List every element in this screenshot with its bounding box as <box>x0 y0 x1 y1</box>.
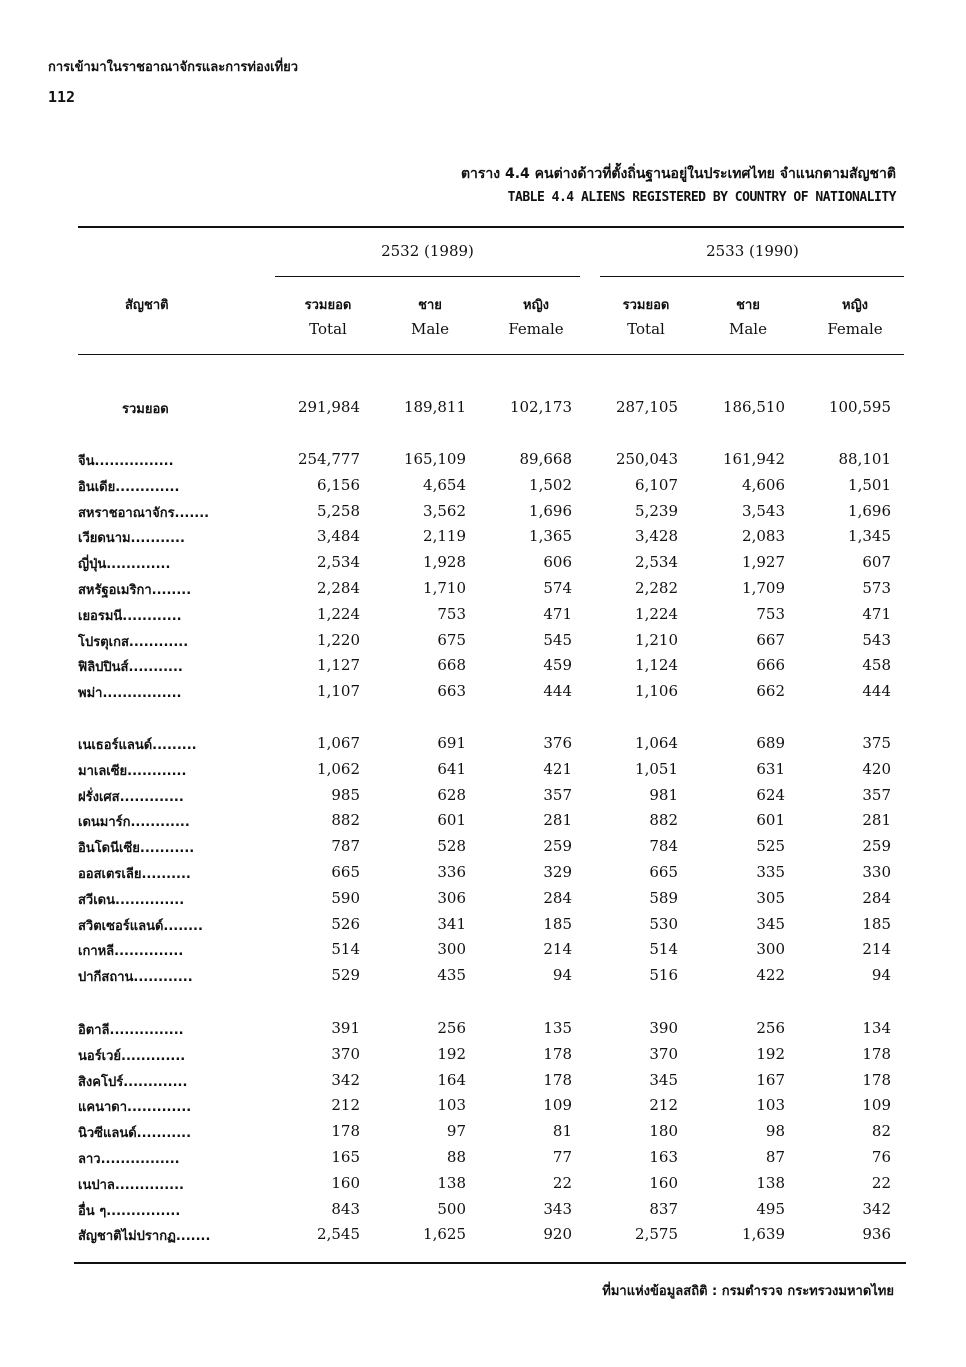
table-cell: 526 <box>331 915 360 933</box>
table-row <box>0 450 966 474</box>
table-cell: 435 <box>437 966 466 984</box>
column-header-english: Male <box>729 320 767 338</box>
table-row <box>0 1019 966 1043</box>
column-header-thai: หญิง <box>523 298 549 313</box>
table-cell: 882 <box>331 811 360 829</box>
table-cell: 1,365 <box>529 527 572 545</box>
table-cell: 185 <box>862 915 891 933</box>
table-cell: 1,710 <box>423 579 466 597</box>
table-cell: 458 <box>862 656 891 674</box>
table-cell: 291,984 <box>297 398 360 416</box>
nationality-label: เยอรมนี............ <box>78 609 182 624</box>
table-cell: 1,696 <box>529 502 572 520</box>
table-cell: 306 <box>437 889 466 907</box>
table-cell: 1,124 <box>635 656 678 674</box>
table-cell: 281 <box>862 811 891 829</box>
year-rule-1989 <box>275 276 580 277</box>
table-cell: 1,501 <box>848 476 891 494</box>
table-cell: 178 <box>862 1071 891 1089</box>
table-row <box>0 579 966 603</box>
table-cell: 514 <box>331 940 360 958</box>
table-cell: 529 <box>331 966 360 984</box>
table-cell: 284 <box>862 889 891 907</box>
nationality-label: เกาหลี.............. <box>78 944 184 959</box>
table-row <box>0 786 966 810</box>
nationality-header: สัญชาติ <box>125 298 169 313</box>
table-cell: 370 <box>331 1045 360 1063</box>
table-cell: 753 <box>437 605 466 623</box>
table-row <box>0 1174 966 1198</box>
table-cell: 22 <box>552 1174 572 1192</box>
table-row <box>0 1225 966 1249</box>
nationality-label: อิตาลี............... <box>78 1023 184 1038</box>
table-cell: 471 <box>862 605 891 623</box>
nationality-label: ฟิลิปปินส์........... <box>78 660 183 675</box>
table-cell: 390 <box>649 1019 678 1037</box>
column-header-english: Female <box>508 320 564 338</box>
nationality-label: โปรตุเกส............ <box>78 635 189 650</box>
table-cell: 607 <box>862 553 891 571</box>
column-header-thai: รวมยอด <box>622 298 670 313</box>
nationality-label: ลาว................ <box>78 1152 180 1167</box>
table-caption-english: TABLE 4.4 ALIENS REGISTERED BY COUNTRY OF NATIONALITY <box>507 190 896 205</box>
nationality-label: เนปาล.............. <box>78 1178 184 1193</box>
column-header-thai: หญิง <box>842 298 868 313</box>
table-cell: 882 <box>649 811 678 829</box>
column-header-english: Male <box>411 320 449 338</box>
table-cell: 178 <box>543 1045 572 1063</box>
table-cell: 391 <box>331 1019 360 1037</box>
table-cell: 1,062 <box>317 760 360 778</box>
nationality-label: อื่น ๆ............... <box>78 1204 181 1219</box>
table-cell: 666 <box>756 656 785 674</box>
grand-total-row <box>0 398 966 422</box>
table-cell: 1,106 <box>635 682 678 700</box>
table-cell: 574 <box>543 579 572 597</box>
source-note: ที่มาแห่งข้อมูลสถิติ : กรมตำรวจ กระทรวงมหาดไทย <box>602 1284 894 1299</box>
table-cell: 981 <box>649 786 678 804</box>
table-cell: 81 <box>552 1122 572 1140</box>
table-cell: 214 <box>543 940 572 958</box>
table-cell: 336 <box>437 863 466 881</box>
table-cell: 135 <box>543 1019 572 1037</box>
table-cell: 281 <box>543 811 572 829</box>
table-cell: 98 <box>765 1122 785 1140</box>
table-row <box>0 631 966 655</box>
nationality-label: สัญชาติไม่ปรากฏ....... <box>78 1229 211 1244</box>
table-cell: 89,668 <box>519 450 572 468</box>
table-cell: 212 <box>649 1096 678 1114</box>
table-cell: 2,083 <box>742 527 785 545</box>
table-cell: 641 <box>437 760 466 778</box>
table-cell: 335 <box>756 863 785 881</box>
table-cell: 186,510 <box>722 398 785 416</box>
table-cell: 180 <box>649 1122 678 1140</box>
table-cell: 1,927 <box>742 553 785 571</box>
table-row <box>0 889 966 913</box>
nationality-label: เนเธอร์แลนด์......... <box>78 738 197 753</box>
nationality-label: อินเดีย............. <box>78 480 180 495</box>
table-cell: 300 <box>756 940 785 958</box>
table-cell: 189,811 <box>403 398 466 416</box>
table-cell: 22 <box>871 1174 891 1192</box>
table-cell: 76 <box>871 1148 891 1166</box>
table-cell: 3,543 <box>742 502 785 520</box>
table-cell: 1,345 <box>848 527 891 545</box>
table-cell: 109 <box>543 1096 572 1114</box>
table-cell: 843 <box>331 1200 360 1218</box>
table-cell: 160 <box>649 1174 678 1192</box>
table-cell: 6,156 <box>317 476 360 494</box>
nationality-label: อินโดนีเซีย........... <box>78 841 195 856</box>
table-cell: 1,696 <box>848 502 891 520</box>
table-row <box>0 1200 966 1224</box>
table-cell: 109 <box>862 1096 891 1114</box>
table-cell: 5,258 <box>317 502 360 520</box>
table-cell: 214 <box>862 940 891 958</box>
table-cell: 88 <box>446 1148 466 1166</box>
table-cell: 375 <box>862 734 891 752</box>
table-cell: 525 <box>756 837 785 855</box>
table-cell: 471 <box>543 605 572 623</box>
table-cell: 102,173 <box>509 398 572 416</box>
table-cell: 530 <box>649 915 678 933</box>
table-cell: 631 <box>756 760 785 778</box>
table-row <box>0 1122 966 1146</box>
table-cell: 1,224 <box>317 605 360 623</box>
table-cell: 250,043 <box>615 450 678 468</box>
table-cell: 665 <box>331 863 360 881</box>
year-header-1990: 2533 (1990) <box>706 242 799 260</box>
table-cell: 82 <box>871 1122 891 1140</box>
table-cell: 77 <box>552 1148 572 1166</box>
table-cell: 165 <box>331 1148 360 1166</box>
table-cell: 662 <box>756 682 785 700</box>
table-cell: 3,562 <box>423 502 466 520</box>
table-cell: 665 <box>649 863 678 881</box>
table-cell: 420 <box>862 760 891 778</box>
nationality-label: สหรัฐอเมริกา........ <box>78 583 192 598</box>
nationality-label: นิวซีแลนด์........... <box>78 1126 192 1141</box>
header-bottom-rule <box>78 354 904 355</box>
nationality-label: สิงคโปร์............. <box>78 1075 188 1090</box>
table-cell: 528 <box>437 837 466 855</box>
table-cell: 6,107 <box>635 476 678 494</box>
table-cell: 178 <box>331 1122 360 1140</box>
table-cell: 357 <box>543 786 572 804</box>
nationality-label: ฝรั่งเศส............. <box>78 790 184 805</box>
nationality-label: สวีเดน.............. <box>78 893 185 908</box>
column-header-thai: ชาย <box>418 298 442 313</box>
nationality-label: เดนมาร์ก............ <box>78 815 190 830</box>
table-cell: 1,210 <box>635 631 678 649</box>
table-cell: 256 <box>437 1019 466 1037</box>
table-cell: 345 <box>756 915 785 933</box>
table-cell: 3,428 <box>635 527 678 545</box>
table-cell: 495 <box>756 1200 785 1218</box>
table-cell: 1,709 <box>742 579 785 597</box>
table-row <box>0 1148 966 1172</box>
table-row <box>0 502 966 526</box>
table-row <box>0 527 966 551</box>
table-cell: 2,575 <box>635 1225 678 1243</box>
nationality-label: แคนาดา............. <box>78 1100 192 1115</box>
table-cell: 601 <box>756 811 785 829</box>
column-header-english: Female <box>827 320 883 338</box>
table-cell: 259 <box>862 837 891 855</box>
table-cell: 444 <box>862 682 891 700</box>
table-cell: 329 <box>543 863 572 881</box>
table-cell: 2,119 <box>423 527 466 545</box>
column-header-thai: รวมยอด <box>304 298 352 313</box>
table-cell: 500 <box>437 1200 466 1218</box>
table-cell: 212 <box>331 1096 360 1114</box>
table-caption-thai: ตาราง 4.4 คนต่างด้าวที่ตั้งถิ่นฐานอยู่ในประเทศไทย จำแนกตามสัญชาติ <box>460 166 896 182</box>
table-row <box>0 734 966 758</box>
table-cell: 590 <box>331 889 360 907</box>
table-row <box>0 605 966 629</box>
table-cell: 87 <box>765 1148 785 1166</box>
column-header-english: Total <box>627 320 665 338</box>
table-top-rule <box>78 226 904 228</box>
table-cell: 343 <box>543 1200 572 1218</box>
table-row <box>0 476 966 500</box>
table-cell: 2,282 <box>635 579 678 597</box>
table-cell: 667 <box>756 631 785 649</box>
table-cell: 1,127 <box>317 656 360 674</box>
table-cell: 1,625 <box>423 1225 466 1243</box>
table-cell: 185 <box>543 915 572 933</box>
table-cell: 345 <box>649 1071 678 1089</box>
table-cell: 4,654 <box>423 476 466 494</box>
table-cell: 300 <box>437 940 466 958</box>
table-row <box>0 1045 966 1069</box>
table-cell: 103 <box>756 1096 785 1114</box>
table-cell: 691 <box>437 734 466 752</box>
table-cell: 3,484 <box>317 527 360 545</box>
table-cell: 837 <box>649 1200 678 1218</box>
table-cell: 601 <box>437 811 466 829</box>
column-header-english: Total <box>309 320 347 338</box>
table-cell: 164 <box>437 1071 466 1089</box>
table-cell: 88,101 <box>838 450 891 468</box>
table-cell: 287,105 <box>615 398 678 416</box>
table-cell: 134 <box>862 1019 891 1037</box>
table-cell: 97 <box>446 1122 466 1140</box>
table-cell: 516 <box>649 966 678 984</box>
header-title: การเข้ามาในราชอาณาจักรและการท่องเที่ยว <box>48 60 299 75</box>
nationality-label: มาเลเซีย............ <box>78 764 187 779</box>
table-cell: 103 <box>437 1096 466 1114</box>
table-cell: 936 <box>862 1225 891 1243</box>
table-row <box>0 811 966 835</box>
table-cell: 514 <box>649 940 678 958</box>
table-row <box>0 966 966 990</box>
column-header-thai: ชาย <box>736 298 760 313</box>
table-row <box>0 682 966 706</box>
page-number: 112 <box>48 88 76 106</box>
table-cell: 606 <box>543 553 572 571</box>
table-cell: 573 <box>862 579 891 597</box>
nationality-label: นอร์เวย์............. <box>78 1049 186 1064</box>
table-cell: 422 <box>756 966 785 984</box>
table-cell: 628 <box>437 786 466 804</box>
table-cell: 1,928 <box>423 553 466 571</box>
table-cell: 787 <box>331 837 360 855</box>
table-cell: 5,239 <box>635 502 678 520</box>
table-cell: 178 <box>543 1071 572 1089</box>
year-rule-1990 <box>600 276 904 277</box>
table-cell: 444 <box>543 682 572 700</box>
table-cell: 342 <box>331 1071 360 1089</box>
table-cell: 1,224 <box>635 605 678 623</box>
table-cell: 256 <box>756 1019 785 1037</box>
table-cell: 784 <box>649 837 678 855</box>
table-cell: 543 <box>862 631 891 649</box>
nationality-label: ญี่ปุ่น............. <box>78 557 171 572</box>
table-cell: 545 <box>543 631 572 649</box>
table-cell: 985 <box>331 786 360 804</box>
table-cell: 1,064 <box>635 734 678 752</box>
table-cell: 1,051 <box>635 760 678 778</box>
nationality-label: สหราชอาณาจักร....... <box>78 506 210 521</box>
table-cell: 2,534 <box>635 553 678 571</box>
table-cell: 161,942 <box>722 450 785 468</box>
nationality-label: รวมยอด <box>122 402 169 417</box>
table-cell: 94 <box>552 966 572 984</box>
table-cell: 589 <box>649 889 678 907</box>
table-cell: 1,067 <box>317 734 360 752</box>
table-cell: 624 <box>756 786 785 804</box>
table-cell: 160 <box>331 1174 360 1192</box>
table-cell: 305 <box>756 889 785 907</box>
table-cell: 689 <box>756 734 785 752</box>
table-row <box>0 837 966 861</box>
table-cell: 163 <box>649 1148 678 1166</box>
table-cell: 668 <box>437 656 466 674</box>
table-row <box>0 760 966 784</box>
table-cell: 94 <box>871 966 891 984</box>
table-cell: 370 <box>649 1045 678 1063</box>
table-cell: 753 <box>756 605 785 623</box>
table-cell: 459 <box>543 656 572 674</box>
table-cell: 920 <box>543 1225 572 1243</box>
table-cell: 192 <box>756 1045 785 1063</box>
table-cell: 4,606 <box>742 476 785 494</box>
table-row <box>0 1071 966 1095</box>
nationality-label: พม่า................ <box>78 686 182 701</box>
table-cell: 376 <box>543 734 572 752</box>
year-header-1989: 2532 (1989) <box>381 242 474 260</box>
table-row <box>0 656 966 680</box>
table-cell: 2,545 <box>317 1225 360 1243</box>
table-cell: 192 <box>437 1045 466 1063</box>
table-cell: 330 <box>862 863 891 881</box>
table-bottom-rule <box>74 1262 906 1264</box>
nationality-label: ออสเตรเลีย.......... <box>78 867 191 882</box>
table-cell: 675 <box>437 631 466 649</box>
table-cell: 138 <box>756 1174 785 1192</box>
table-row <box>0 915 966 939</box>
table-cell: 1,502 <box>529 476 572 494</box>
table-cell: 138 <box>437 1174 466 1192</box>
table-cell: 1,639 <box>742 1225 785 1243</box>
table-cell: 357 <box>862 786 891 804</box>
nationality-label: เวียดนาม........... <box>78 531 185 546</box>
nationality-label: ปากีสถาน............ <box>78 970 193 985</box>
table-cell: 421 <box>543 760 572 778</box>
table-cell: 342 <box>862 1200 891 1218</box>
table-cell: 100,595 <box>828 398 891 416</box>
table-cell: 259 <box>543 837 572 855</box>
table-cell: 341 <box>437 915 466 933</box>
table-cell: 663 <box>437 682 466 700</box>
table-row <box>0 863 966 887</box>
table-cell: 2,534 <box>317 553 360 571</box>
table-cell: 165,109 <box>403 450 466 468</box>
table-cell: 178 <box>862 1045 891 1063</box>
table-row <box>0 940 966 964</box>
table-row <box>0 553 966 577</box>
nationality-label: จีน................ <box>78 454 174 469</box>
table-cell: 167 <box>756 1071 785 1089</box>
table-cell: 284 <box>543 889 572 907</box>
table-row <box>0 1096 966 1120</box>
nationality-label: สวิตเซอร์แลนด์........ <box>78 919 203 934</box>
table-cell: 1,220 <box>317 631 360 649</box>
table-cell: 254,777 <box>297 450 360 468</box>
table-cell: 1,107 <box>317 682 360 700</box>
table-cell: 2,284 <box>317 579 360 597</box>
